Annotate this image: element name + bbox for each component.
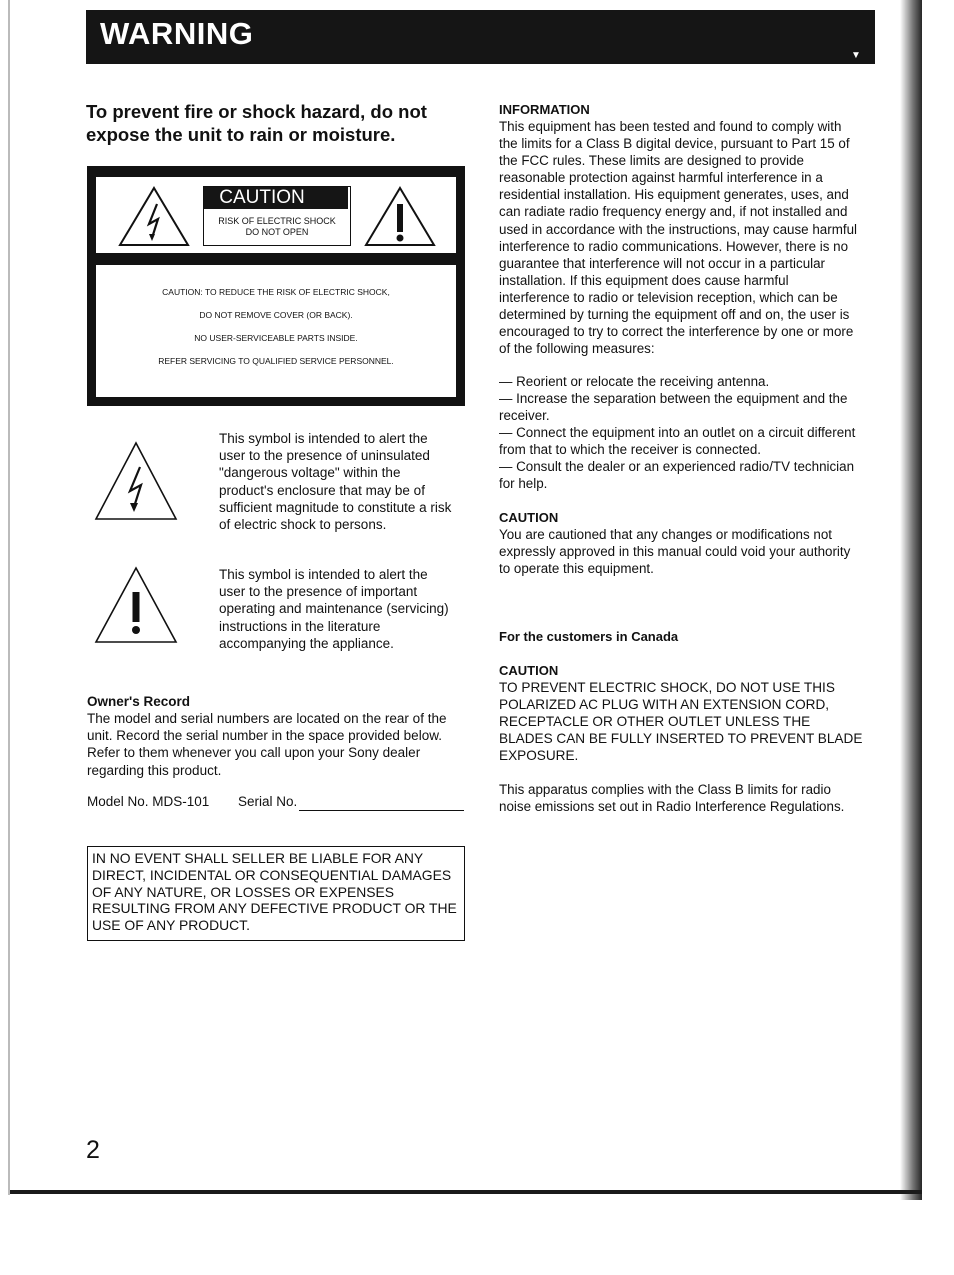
serial-label: Serial No. [238, 794, 298, 809]
canada-caution-heading: CAUTION [499, 663, 559, 678]
canada-heading: For the customers in Canada [499, 629, 679, 644]
lightning-warning-icon [118, 186, 190, 248]
main-heading: To prevent fire or shock hazard, do not expose the unit to rain or moisture. [86, 101, 427, 145]
measure-item: — Consult the dealer or an experienced radio/TV technician for help. [499, 459, 855, 492]
page-number: 2 [86, 1136, 100, 1164]
header-mark: ▼ [851, 50, 861, 61]
caution-text-line: REFER SERVICING TO QUALIFIED SERVICE PERSONNEL. [158, 356, 394, 366]
canada-compliance-text: This apparatus complies with the Class B limits for radio noise emissions set out in Radio Interference Regulations. [499, 782, 845, 815]
measure-item: — Reorient or relocate the receiving antenna. [499, 374, 770, 389]
caution-text-line: CAUTION: TO REDUCE THE RISK OF ELECTRIC SHOCK, [162, 287, 390, 297]
owners-record-text: The model and serial numbers are located on the rear of the unit. Record the serial number in the space provided below. Refer to them whenever you call upon your Sony dealer regarding this product. [87, 711, 447, 778]
symbol-description: This symbol is intended to alert the user to the presence of uninsulated "dangerous voltage" within the product's enclosure that may be of sufficient magnitude to constitute a risk of electric shock to persons. [219, 431, 452, 533]
measure-item: — Connect the equipment into an outlet on a circuit different from that to which the receiver is connected. [499, 425, 856, 458]
caution-label-line: DO NOT OPEN [245, 227, 309, 237]
fcc-caution-text: You are cautioned that any changes or modifications not expressly approved in this manual could void your authority to operate this equipment. [499, 527, 851, 577]
exclamation-warning-icon [364, 186, 436, 248]
exclamation-warning-icon [94, 566, 178, 644]
owners-record-heading: Owner's Record [87, 694, 190, 709]
caution-panel-bottom [96, 265, 456, 397]
bottom-rule [10, 1190, 922, 1194]
measure-item: — Increase the separation between the equipment and the receiver. [499, 391, 848, 424]
symbol-description: This symbol is intended to alert the user to the presence of important operating and maintenance (servicing) instructions in the literature accompanying the appliance. [219, 567, 449, 651]
page-title: WARNING [100, 16, 254, 51]
caution-label-line: RISK OF ELECTRIC SHOCK [218, 216, 336, 226]
information-text: This equipment has been tested and found to comply with the limits for a Class B digital device, pursuant to Part 15 of the FCC rules. These limits are designed to provide reasonable protection against harmful interference in a residential installation. His equipment generates, uses, and can radiate radio frequency energy and, if not installed and used in accordance with the instructions, may cause harmful interference to radio communications. However, there is no guarantee that interference will not occur in a particular installation. If this equipment does cause harmful interference to radio or television reception, which can be determined by turning the equipment off and on, the user is encouraged to try to correct the interference by one or more of the following measures: [499, 119, 858, 357]
fcc-caution-heading: CAUTION [499, 510, 559, 525]
canada-caution-text: TO PREVENT ELECTRIC SHOCK, DO NOT USE THIS POLARIZED AC PLUG WITH AN EXTENSION CORD, RECEPTACLE OR OTHER OUTLET UNLESS THE BLADES CAN BE FULLY INSERTED TO PREVENT BLADE EXPOSURE. [499, 680, 863, 763]
model-number: Model No. MDS-101 [87, 794, 210, 809]
scan-left-edge [8, 0, 10, 1195]
serial-number-blank [299, 810, 464, 811]
lightning-warning-icon [94, 441, 178, 521]
caution-text-line: DO NOT REMOVE COVER (OR BACK). [199, 310, 353, 320]
caution-label-title: CAUTION [219, 187, 305, 208]
caution-text-line: NO USER-SERVICEABLE PARTS INSIDE. [194, 333, 358, 343]
information-heading: INFORMATION [499, 102, 590, 117]
scan-right-edge [900, 0, 922, 1200]
liability-text: IN NO EVENT SHALL SELLER BE LIABLE FOR ANY DIRECT, INCIDENTAL OR CONSEQUENTIAL DAMAGES OF ANY NATURE, OR LOSSES OR EXPENSES RESULTING FROM ANY DEFECTIVE PRODUCT OR THE USE OF ANY PRODUCT. [92, 850, 457, 934]
